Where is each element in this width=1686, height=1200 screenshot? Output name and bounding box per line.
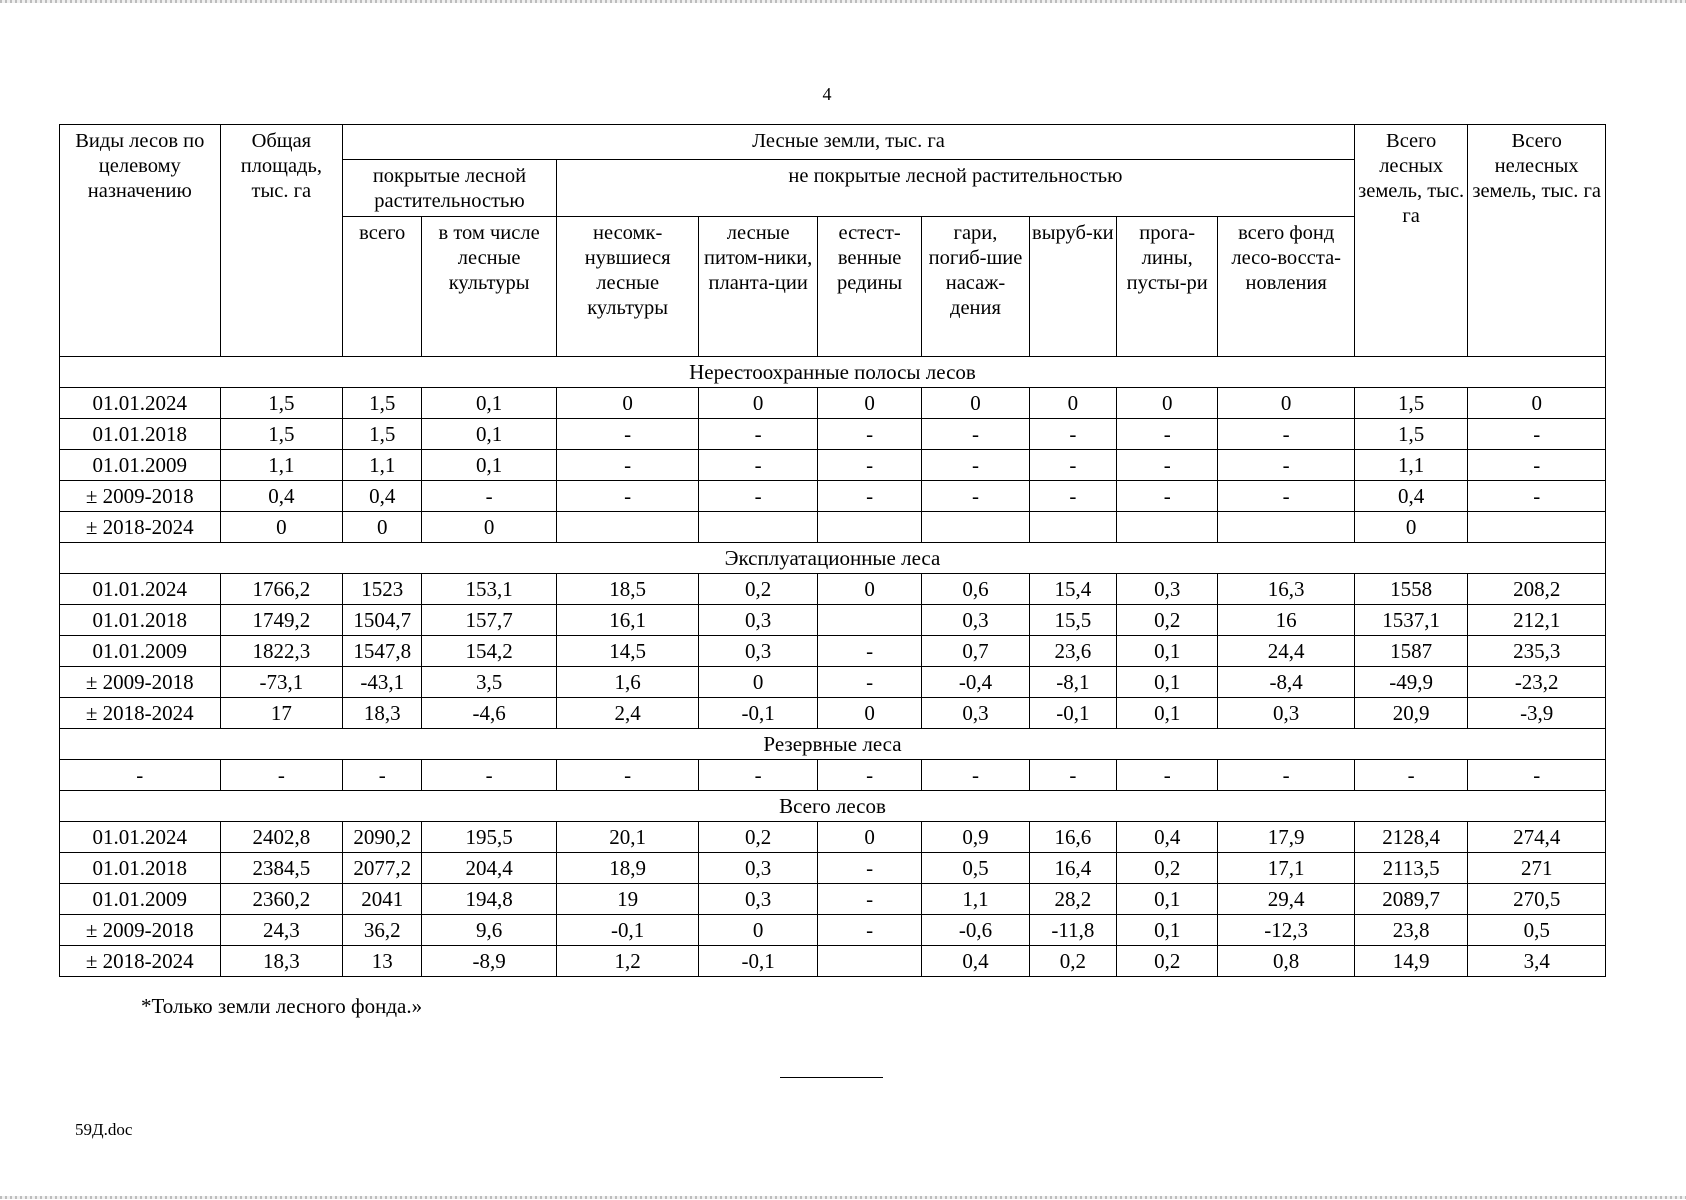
- table-cell: -: [1117, 481, 1218, 512]
- header-all-forest-lands: Всего лесных земель, тыс. га: [1354, 125, 1467, 357]
- table-cell: 0,1: [1117, 698, 1218, 729]
- table-cell: 0: [817, 388, 921, 419]
- header-forest-types: Виды лесов по целевому назначению: [60, 125, 221, 357]
- row-label: ± 2018-2024: [60, 698, 221, 729]
- table-cell: 2089,7: [1354, 884, 1467, 915]
- header-sub-burnt: гари, погиб-шие насаж-дения: [922, 217, 1029, 357]
- table-row: [60, 450, 1606, 481]
- table-cell: -: [817, 884, 921, 915]
- table-cell: 0: [817, 698, 921, 729]
- table-cell: 0: [699, 388, 817, 419]
- table-cell: 1,1: [220, 450, 342, 481]
- table-cell: -: [1218, 760, 1355, 791]
- section-title: Резервные леса: [60, 729, 1606, 760]
- header-sub-sparse: естест-венные редины: [817, 217, 921, 357]
- table-cell: 0,7: [922, 636, 1029, 667]
- table-cell: -4,6: [422, 698, 557, 729]
- table-cell: 18,9: [556, 853, 699, 884]
- table-cell: -: [699, 450, 817, 481]
- table-cell: -: [1468, 481, 1606, 512]
- table-cell: 17,1: [1218, 853, 1355, 884]
- table-cell: 2402,8: [220, 822, 342, 853]
- row-label: 01.01.2009: [60, 884, 221, 915]
- table-cell: 212,1: [1468, 605, 1606, 636]
- table-cell: 0,4: [220, 481, 342, 512]
- table-row: [60, 853, 1606, 884]
- header-covered: покрытые лесной растительностью: [343, 160, 557, 217]
- table-cell: 195,5: [422, 822, 557, 853]
- closing-rule: [780, 1077, 883, 1078]
- row-label: 01.01.2024: [60, 388, 221, 419]
- table-row: [60, 388, 1606, 419]
- table-cell: -: [220, 760, 342, 791]
- table-cell: 0,2: [699, 574, 817, 605]
- row-label: 01.01.2024: [60, 822, 221, 853]
- table-cell: -: [1029, 419, 1116, 450]
- table-cell: -8,4: [1218, 667, 1355, 698]
- table-cell: -8,1: [1029, 667, 1116, 698]
- table-cell: -: [922, 760, 1029, 791]
- table-cell: -: [1354, 760, 1467, 791]
- table-cell: [1468, 512, 1606, 543]
- table-cell: 1766,2: [220, 574, 342, 605]
- table-cell: 0: [817, 822, 921, 853]
- table-cell: -: [817, 636, 921, 667]
- row-label: 01.01.2018: [60, 853, 221, 884]
- table-cell: 1,5: [1354, 388, 1467, 419]
- row-label: 01.01.2018: [60, 605, 221, 636]
- table-row: [60, 667, 1606, 698]
- table-cell: 0: [1029, 388, 1116, 419]
- table-row: [60, 512, 1606, 543]
- row-label: 01.01.2009: [60, 450, 221, 481]
- table-row: [60, 698, 1606, 729]
- document-filename: 59Д.doc: [75, 1120, 133, 1139]
- table-cell: 0,1: [1117, 884, 1218, 915]
- row-label: ± 2009-2018: [60, 667, 221, 698]
- table-cell: 1822,3: [220, 636, 342, 667]
- table-cell: -: [922, 419, 1029, 450]
- table-cell: [699, 512, 817, 543]
- table-cell: 3,5: [422, 667, 557, 698]
- table-cell: -: [817, 450, 921, 481]
- row-label: 01.01.2009: [60, 636, 221, 667]
- table-cell: 2128,4: [1354, 822, 1467, 853]
- table-cell: 18,3: [220, 946, 342, 977]
- table-cell: 0,3: [922, 605, 1029, 636]
- table-cell: 0: [1354, 512, 1467, 543]
- section-title: Всего лесов: [60, 791, 1606, 822]
- table-cell: 153,1: [422, 574, 557, 605]
- table-cell: 0,8: [1218, 946, 1355, 977]
- table-row: [60, 574, 1606, 605]
- table-cell: 270,5: [1468, 884, 1606, 915]
- table-cell: [1218, 512, 1355, 543]
- table-cell: 0: [922, 388, 1029, 419]
- table-cell: 1587: [1354, 636, 1467, 667]
- table-cell: -: [1117, 419, 1218, 450]
- table-cell: -0,1: [556, 915, 699, 946]
- table-cell: 0: [817, 574, 921, 605]
- table-row: [60, 822, 1606, 853]
- table-cell: 0: [1468, 388, 1606, 419]
- table-cell: 271: [1468, 853, 1606, 884]
- table-cell: 1,5: [343, 419, 422, 450]
- table-cell: -0,1: [699, 698, 817, 729]
- table-row: [60, 760, 1606, 791]
- table-cell: -: [1218, 450, 1355, 481]
- table-row: [60, 946, 1606, 977]
- table-cell: 0,3: [922, 698, 1029, 729]
- table-cell: 1523: [343, 574, 422, 605]
- table-cell: 0,4: [922, 946, 1029, 977]
- table-row: [60, 636, 1606, 667]
- table-cell: 9,6: [422, 915, 557, 946]
- table-cell: 0,2: [1117, 605, 1218, 636]
- table-cell: 15,4: [1029, 574, 1116, 605]
- header-sub-total: всего: [343, 217, 422, 357]
- forest-lands-table: [59, 124, 1606, 977]
- table-cell: 235,3: [1468, 636, 1606, 667]
- table-cell: -0,6: [922, 915, 1029, 946]
- table-cell: 1,5: [343, 388, 422, 419]
- table-cell: 0,1: [1117, 667, 1218, 698]
- table-cell: 24,3: [220, 915, 342, 946]
- table-cell: -: [817, 667, 921, 698]
- table-cell: 1504,7: [343, 605, 422, 636]
- table-cell: 0,4: [1117, 822, 1218, 853]
- table-row: [60, 419, 1606, 450]
- table-cell: 16,3: [1218, 574, 1355, 605]
- table-cell: 0: [699, 915, 817, 946]
- row-label: ± 2009-2018: [60, 481, 221, 512]
- table-cell: 2113,5: [1354, 853, 1467, 884]
- table-cell: 1,5: [1354, 419, 1467, 450]
- table-cell: 0,5: [1468, 915, 1606, 946]
- table-cell: 154,2: [422, 636, 557, 667]
- header-forest-lands: Лесные земли, тыс. га: [343, 125, 1355, 160]
- table-cell: 0,2: [699, 822, 817, 853]
- table-cell: -: [343, 760, 422, 791]
- table-cell: 0,3: [699, 884, 817, 915]
- table-cell: 1,2: [556, 946, 699, 977]
- table-cell: 194,8: [422, 884, 557, 915]
- scan-edge-top: [0, 0, 1686, 3]
- table-cell: -: [556, 760, 699, 791]
- scan-edge-bottom: [0, 1196, 1686, 1199]
- table-cell: 1,6: [556, 667, 699, 698]
- section-row: [60, 791, 1606, 822]
- table-cell: -: [699, 419, 817, 450]
- table-cell: 16,4: [1029, 853, 1116, 884]
- section-title: Эксплуатационные леса: [60, 543, 1606, 574]
- table-cell: -8,9: [422, 946, 557, 977]
- table-cell: -0,4: [922, 667, 1029, 698]
- table-cell: 2,4: [556, 698, 699, 729]
- table-cell: -: [1117, 760, 1218, 791]
- table-cell: -23,2: [1468, 667, 1606, 698]
- table-cell: 24,4: [1218, 636, 1355, 667]
- table-cell: 0,3: [1117, 574, 1218, 605]
- table-cell: -3,9: [1468, 698, 1606, 729]
- table-cell: 1547,8: [343, 636, 422, 667]
- table-cell: -: [556, 481, 699, 512]
- table-cell: 0,9: [922, 822, 1029, 853]
- table-cell: -: [699, 760, 817, 791]
- table-cell: 0,1: [422, 450, 557, 481]
- table-cell: 0: [422, 512, 557, 543]
- table-cell: -43,1: [343, 667, 422, 698]
- header-all-nonforest-lands: Всего нелесных земель, тыс. га: [1468, 125, 1606, 357]
- header-sub-nurseries: лесные питом-ники, планта-ции: [699, 217, 817, 357]
- table-cell: 13: [343, 946, 422, 977]
- table-cell: 2077,2: [343, 853, 422, 884]
- table-cell: 16,1: [556, 605, 699, 636]
- table-cell: -: [1468, 760, 1606, 791]
- table-cell: 0,4: [343, 481, 422, 512]
- table-cell: -49,9: [1354, 667, 1467, 698]
- table-cell: -: [1468, 419, 1606, 450]
- table-cell: 1,1: [343, 450, 422, 481]
- table-cell: -: [1468, 450, 1606, 481]
- table-cell: 16,6: [1029, 822, 1116, 853]
- table-cell: -: [699, 481, 817, 512]
- row-label: ± 2009-2018: [60, 915, 221, 946]
- table-cell: -: [922, 450, 1029, 481]
- table-cell: 2384,5: [220, 853, 342, 884]
- table-cell: 0,1: [422, 419, 557, 450]
- table-row: [60, 915, 1606, 946]
- table-cell: -12,3: [1218, 915, 1355, 946]
- table-cell: 0: [343, 512, 422, 543]
- table-body: [60, 357, 1606, 977]
- table-cell: 0,6: [922, 574, 1029, 605]
- table-row: [60, 884, 1606, 915]
- row-label: ± 2018-2024: [60, 946, 221, 977]
- table-cell: 14,9: [1354, 946, 1467, 977]
- table-cell: -11,8: [1029, 915, 1116, 946]
- table-cell: 2041: [343, 884, 422, 915]
- table-row: [60, 481, 1606, 512]
- table-cell: -: [817, 481, 921, 512]
- table-cell: 20,1: [556, 822, 699, 853]
- row-label: -: [60, 760, 221, 791]
- table-cell: 0: [1218, 388, 1355, 419]
- table-cell: -0,1: [1029, 698, 1116, 729]
- table-cell: -: [1029, 760, 1116, 791]
- table-cell: 0: [220, 512, 342, 543]
- section-title: Нерестоохранные полосы лесов: [60, 357, 1606, 388]
- header-sub-glades: прога-лины, пусты-ри: [1117, 217, 1218, 357]
- table-cell: 1537,1: [1354, 605, 1467, 636]
- table-cell: 0,2: [1117, 853, 1218, 884]
- table-cell: 1749,2: [220, 605, 342, 636]
- table-cell: -: [1218, 419, 1355, 450]
- table-cell: 18,3: [343, 698, 422, 729]
- table-cell: 28,2: [1029, 884, 1116, 915]
- table-cell: -: [817, 915, 921, 946]
- table-cell: -: [817, 853, 921, 884]
- table-cell: [817, 512, 921, 543]
- table-cell: 16: [1218, 605, 1355, 636]
- header-sub-reforestation: всего фонд лесо-восста-новления: [1218, 217, 1355, 357]
- table-cell: -: [556, 419, 699, 450]
- table-cell: 0: [699, 667, 817, 698]
- table-cell: 0,1: [1117, 636, 1218, 667]
- header-sub-cultures: в том числе лесные культуры: [422, 217, 557, 357]
- table-cell: 1,5: [220, 388, 342, 419]
- table-cell: 19: [556, 884, 699, 915]
- table-cell: 208,2: [1468, 574, 1606, 605]
- row-label: 01.01.2018: [60, 419, 221, 450]
- table-cell: -: [422, 481, 557, 512]
- table-cell: 0,3: [699, 853, 817, 884]
- table-cell: 0,2: [1029, 946, 1116, 977]
- table-cell: 1,1: [1354, 450, 1467, 481]
- table-cell: 17,9: [1218, 822, 1355, 853]
- section-row: [60, 357, 1606, 388]
- section-row: [60, 543, 1606, 574]
- table-cell: -: [922, 481, 1029, 512]
- table-cell: 18,5: [556, 574, 699, 605]
- header-sub-clearcuts: выруб-ки: [1029, 217, 1116, 357]
- table-cell: 0,3: [699, 636, 817, 667]
- table-cell: 0,3: [1218, 698, 1355, 729]
- table-cell: 15,5: [1029, 605, 1116, 636]
- table-cell: 204,4: [422, 853, 557, 884]
- table-cell: [556, 512, 699, 543]
- footnote: *Только земли лесного фонда.»: [141, 994, 423, 1018]
- table-cell: 0,4: [1354, 481, 1467, 512]
- table-cell: [922, 512, 1029, 543]
- table-cell: -: [817, 419, 921, 450]
- table-cell: -: [1218, 481, 1355, 512]
- table-cell: [1117, 512, 1218, 543]
- table-cell: 0,1: [1117, 915, 1218, 946]
- table-cell: [817, 605, 921, 636]
- table-header: [60, 125, 1606, 357]
- header-total-area: Общая площадь, тыс. га: [220, 125, 342, 357]
- table-cell: -: [817, 760, 921, 791]
- table-cell: -0,1: [699, 946, 817, 977]
- table-cell: 29,4: [1218, 884, 1355, 915]
- header-not-covered: не покрытые лесной растительностью: [556, 160, 1354, 217]
- table-cell: 157,7: [422, 605, 557, 636]
- header-sub-unclosed: несомк-нувшиеся лесные культуры: [556, 217, 699, 357]
- table-cell: 1558: [1354, 574, 1467, 605]
- table-cell: -: [1029, 450, 1116, 481]
- table-cell: 1,1: [922, 884, 1029, 915]
- table-cell: 0,3: [699, 605, 817, 636]
- table-cell: 3,4: [1468, 946, 1606, 977]
- table-cell: 20,9: [1354, 698, 1467, 729]
- table-cell: 2360,2: [220, 884, 342, 915]
- table-cell: 36,2: [343, 915, 422, 946]
- table-cell: 274,4: [1468, 822, 1606, 853]
- table-cell: [817, 946, 921, 977]
- table-cell: 1,5: [220, 419, 342, 450]
- row-label: 01.01.2024: [60, 574, 221, 605]
- table-cell: -: [556, 450, 699, 481]
- table-cell: 2090,2: [343, 822, 422, 853]
- table-cell: -: [422, 760, 557, 791]
- table-cell: -73,1: [220, 667, 342, 698]
- table-cell: 17: [220, 698, 342, 729]
- table-cell: 23,6: [1029, 636, 1116, 667]
- table-cell: [1029, 512, 1116, 543]
- table-cell: 23,8: [1354, 915, 1467, 946]
- page-number: 4: [822, 84, 832, 104]
- table-cell: 0: [556, 388, 699, 419]
- table-cell: 14,5: [556, 636, 699, 667]
- table-cell: -: [1029, 481, 1116, 512]
- table-cell: 0,1: [422, 388, 557, 419]
- table-cell: 0,5: [922, 853, 1029, 884]
- table-cell: -: [1117, 450, 1218, 481]
- table-cell: 0: [1117, 388, 1218, 419]
- table-row: [60, 605, 1606, 636]
- row-label: ± 2018-2024: [60, 512, 221, 543]
- table-cell: 0,2: [1117, 946, 1218, 977]
- section-row: [60, 729, 1606, 760]
